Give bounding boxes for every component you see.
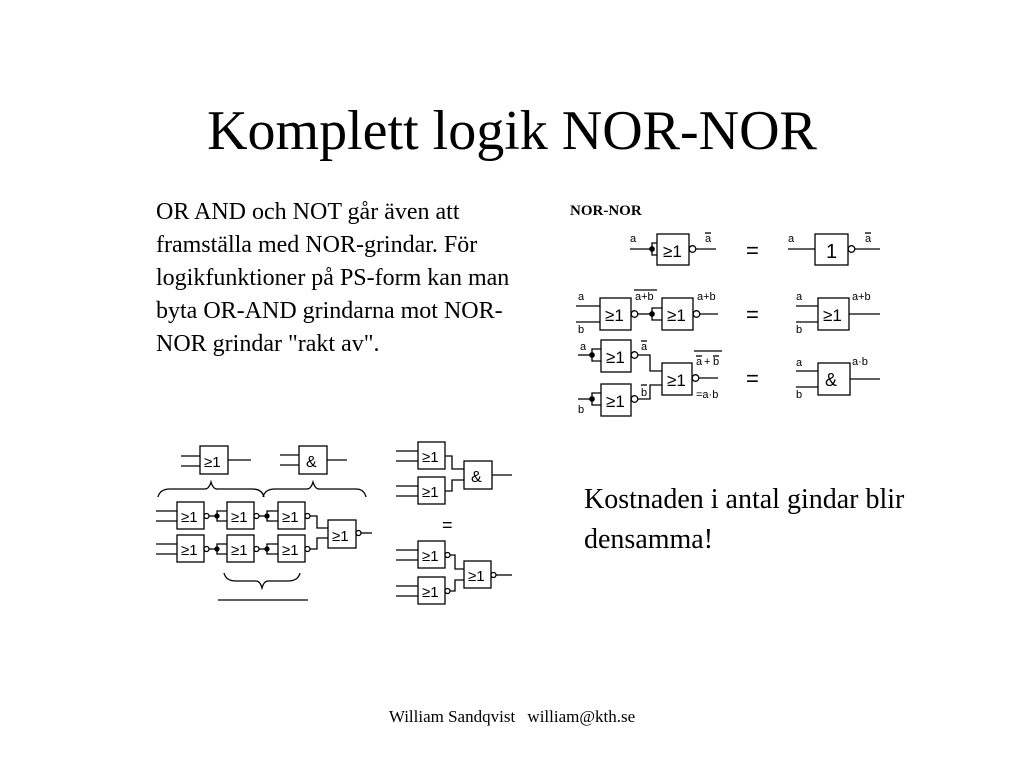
label-not-a: a [696, 356, 703, 368]
label-eq-ab: =a·b [696, 389, 719, 401]
slide-title: Komplett logik NOR-NOR [207, 100, 817, 162]
slide-body-text: OR AND och NOT går även att framställa med NOR-grindar. För logikfunktioner på PS-form kan man byta OR-AND grindarna mot NOR-NOR grindar "rakt av". [156, 199, 510, 357]
label-a: a [630, 233, 637, 245]
nor-gate-label: ≥1 [422, 548, 439, 565]
equals-sign: = [746, 302, 759, 327]
not-gate-label: 1 [826, 241, 838, 263]
label-not-a: a [641, 341, 648, 353]
nor-gate-label: ≥1 [231, 509, 248, 526]
or-gate-label: ≥1 [204, 454, 221, 471]
nor-gate-label: ≥1 [422, 584, 439, 601]
label-a-plus-b: a+b [697, 291, 716, 303]
nor-gate-label: ≥1 [605, 306, 624, 325]
equals-sign: = [746, 238, 759, 263]
label-a: a [796, 357, 803, 369]
nor-nor-heading: NOR-NOR [570, 203, 642, 219]
nor-gate-label: ≥1 [231, 542, 248, 559]
label-a: a [580, 341, 587, 353]
label-a: a [578, 291, 585, 303]
nor-gate-label: ≥1 [181, 509, 198, 526]
nor-gate-label: ≥1 [332, 528, 349, 545]
label-plus: + [704, 356, 711, 368]
equals-sign: = [746, 366, 759, 391]
label-and-expr: a·b [852, 356, 868, 368]
label-not-b: b [641, 387, 648, 399]
label-a: a [788, 233, 795, 245]
footer-author: William Sandqvist [388, 707, 516, 726]
nor-gate-label: ≥1 [663, 242, 682, 261]
label-a-plus-b: a+b [852, 291, 871, 303]
brace [158, 482, 264, 497]
nor-gate-label: ≥1 [667, 306, 686, 325]
nor-gate-label: ≥1 [606, 348, 625, 367]
nor-gate-label: ≥1 [282, 542, 299, 559]
row-or-equivalence [576, 290, 880, 336]
or-gate-label: ≥1 [823, 306, 842, 325]
and-gate-label: & [471, 469, 482, 486]
equals-sign: = [442, 515, 453, 535]
label-b: b [578, 324, 585, 336]
row-not-equivalence [630, 233, 880, 265]
brace [224, 573, 300, 588]
brace [263, 482, 366, 497]
nor-gate-label: ≥1 [181, 542, 198, 559]
label-a-bar: a [865, 233, 872, 245]
label-a: a [796, 291, 803, 303]
nor-gate-label: ≥1 [282, 509, 299, 526]
nor-nor-diagram [570, 203, 880, 416]
or-gate-label: ≥1 [422, 449, 439, 466]
label-not-b: b [713, 356, 720, 368]
label-a-plus-b: a+b [635, 291, 654, 303]
label-b: b [796, 389, 803, 401]
and-gate-label: & [825, 370, 838, 390]
and-gate-label: & [306, 454, 317, 471]
or-and-expansion-diagram [156, 442, 512, 604]
label-b: b [796, 324, 803, 336]
nor-gate-label: ≥1 [468, 568, 485, 585]
label-b: b [578, 404, 585, 416]
cost-note: Kostnaden i antal gindar blir densamma! [584, 484, 905, 555]
row-and-equivalence [578, 340, 880, 416]
or-gate-label: ≥1 [422, 484, 439, 501]
nor-gate-label: ≥1 [667, 371, 686, 390]
footer-email: william@kth.se [527, 707, 636, 726]
nor-gate-label: ≥1 [606, 392, 625, 411]
label-a-bar: a [705, 233, 712, 245]
